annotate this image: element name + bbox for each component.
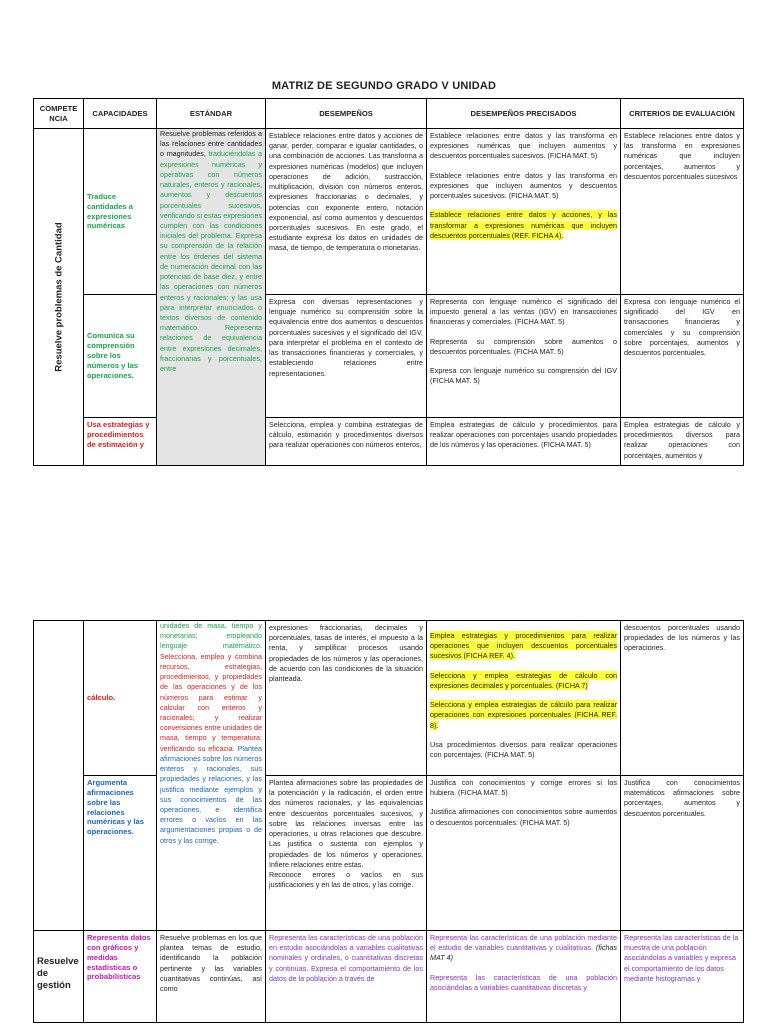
estandar-text: Resuelve problemas en los que plantea temas de estudio, identificando la población pertinente y las variables cuantitativas continúas, así como [160, 933, 262, 994]
estandar-text-c1: unidades de masa, tiempo y monetarias; empleando lenguaje matemático. [160, 621, 262, 651]
competencia-label: Resuelve de gestión [37, 955, 79, 992]
precisados-cell [427, 295, 621, 418]
matrix-table-top [33, 98, 744, 466]
header-capacidades: CAPACIDADES [84, 99, 157, 129]
precisado-item: Justifica con conocimientos y corrige errores si los hubiera. (FICHA MAT. 5) [430, 778, 617, 798]
desempeno-cell: Establece relaciones entre datos y acciones de ganar, perder, comparar e igualar cantidades, o una combinación de acciones. Las transforma a expresiones numéricas (modelos) que incluyen operaciones de adición, sustracción, multiplicación, división con números enteros, expresiones fraccionarias o decimales, y potencias con exponente entero, notación exponencial, así como aumentos y descuentos porcentuales sucesivos. En este grado, el estudiante expresa los datos en unidades de masa, de tiempo, de temperatura o monetarias. [266, 129, 427, 295]
table-row [34, 621, 744, 776]
criterio-cell: Establece relaciones entre datos y las transforma en expresiones numéricas que incluyen porcentajes, aumentos y descuentos porcentuales sucesivos [621, 129, 744, 295]
precisado-item-highlighted: Emplea estrategias y procedimientos para realizar operaciones que incluyen descuentos porcentuales sucesivos (FICHA REF. 4). [430, 631, 617, 661]
precisado-item: Representa las características de una población asociándolas a variables cuantitativas discretas y [430, 972, 617, 992]
precisado-item: Expresa con lenguaje numérico su comprensión del IGV (FICHA MAT. 5) [430, 366, 617, 386]
criterio-cell: Justifica con conocimientos matemáticos afirmaciones sobre porcentajes, aumentos y descuentos porcentuales. [621, 776, 744, 931]
desempeno-cell [266, 776, 427, 931]
precisado-item: Representa su comprensión sobre aumentos o descuentos porcentuales. (FICHA MAT. 5) [430, 336, 617, 356]
precisado-item: Representa las características de una población mediante el estudio de variables cuantitativas y cualitativas. [430, 933, 617, 953]
competencia-label: Resuelve problemas de Cantidad [52, 222, 64, 372]
desempeno-text-2: Reconoce errores o vacíos en sus justificaciones y en las de otros, y las corrige. [269, 869, 423, 890]
capacidad-cell [84, 418, 157, 466]
capacidad-cell: Traduce cantidades a expresiones numéricas [84, 129, 157, 295]
precisado-item: Justifica afirmaciones con conocimientos sobre aumentos o descuentos porcentuales. (FICHA MAT. 5) [430, 807, 617, 827]
capacidad-cell [84, 931, 157, 1023]
precisados-cell [427, 776, 621, 931]
header-row [34, 99, 744, 129]
estandar-text-b: traduciéndolas a expresiones numéricas y operativas con números naturales, enteros y racionales, aumentos y descuentos porcentuales sucesivos, verificando si estas expresiones cumplen con las condiciones iniciales del problema. Expresa su comprensión de la relación entre los órdenes del sistema de numeración decimal con las potencias de base diez, y entre las operaciones con números enteros y racionales; y las usa para interpretar enunciados o textos diversos de contenido matemático. Representa relaciones de equivalencia entre expresiones decimales, fraccionarias y porcentuales, entre [160, 149, 262, 374]
precisado-item: Emplea estrategias de cálculo y procedimientos para realizar operaciones con porcentajes usando propiedades de los números y las operaciones. (FICHA MAT. 5) [430, 420, 617, 450]
criterio-cell [621, 418, 744, 466]
desempeno-text: Plantea afirmaciones sobre las propiedades de la potenciación y la radicación, el orden entre dos números racionales, y las equivalencias entre descuentos porcentuales sucesivos, y sobre las relaciones inversas entre las operaciones, u otras relaciones que descubre. Las justifica o sustenta con ejemplos y propiedades de los números y operaciones. Infiere relaciones entre estas. [269, 778, 423, 869]
table-row [34, 931, 744, 1023]
estandar-text-c2: Selecciona, emplea y combina recursos, estrategias, procedimientos, y propiedades de las operaciones y de los números para estimar y calcular con enteros y racionales; y realizar conversiones entre unidades de masa, tiempo y temperatura; verificando su eficacia. [160, 651, 262, 753]
precisado-item-highlighted: Selecciona y emplea estrategias de cálculo con expresiones decimales y porcentuales. (FICHA 7) [430, 670, 617, 690]
desempeno-cell [266, 931, 427, 1023]
estandar-cell [157, 931, 266, 1023]
precisado-ref: (fichas MAT 4) [430, 943, 617, 963]
precisados-cell [427, 621, 621, 776]
precisado-item: Establece relaciones entre datos y las transforma en expresiones numéricas que incluyen aumentos y descuentos porcentuales sucesivos. (FICHA MAT. 5) [430, 131, 617, 161]
precisados-cell [427, 931, 621, 1023]
estandar-text-c3: Plantea afirmaciones sobre los números enteros y racionales, sus propiedades y relaciones, y las justifica mediante ejemplos y sus conocimientos de las operaciones, e identifica errores o vacíos en las argumentaciones propias o de otros y las corrige. [160, 743, 262, 845]
desempeno-cell: Expresa con diversas representaciones y lenguaje numérico su comprensión sobre la equivalencia entre dos aumentos o descuentos porcentuales sucesivos y el significado del IGV, para interpretar el problema en el contexto de las transacciones financieras y comerciales, y estableciendo relaciones entre representaciones. [266, 295, 427, 418]
capacidad-cell: cálculo. [84, 621, 157, 776]
table-row [34, 776, 744, 931]
desempeno-cell [266, 418, 427, 466]
header-estandar: ESTÁNDAR [157, 99, 266, 129]
table-row [34, 129, 744, 295]
capacidad-cell: Argumenta afirmaciones sobre las relaciones numéricas y las operaciones. [84, 776, 157, 931]
criterio-cell [621, 931, 744, 1023]
criterio-text: Emplea estrategias de cálculo y procedimientos diversos para realizar operaciones con porcentajes, aumentos y [624, 420, 740, 460]
capacidad-label: Usa estrategias y procedimientos de estimación y [87, 420, 150, 449]
desempeno-text: Representa las características de una población en estudio asociándolas a variables cualitativas nominales y ordinales, o cuantitativas discretas y continuas. Expresa el comportamiento de los datos de la población a través de [269, 933, 423, 983]
precisado-item: Representa con lenguaje numérico el significado del impuesto general a las ventas (IGV) en transacciones financieras y comerciales. (FICHA MAT. 5) [430, 297, 617, 327]
criterio-cell: descuentos porcentuales usando propiedades de los números y las operaciones. [621, 621, 744, 776]
header-criterios: CRITERIOS DE EVALUACIÓN [621, 99, 744, 129]
header-desempenos-precisados: DESEMPEÑOS PRECISADOS [427, 99, 621, 129]
estandar-text-a: Resuelve problemas referidos a las relaciones entre cantidades o magnitudes, [160, 129, 262, 159]
table-row [34, 418, 744, 466]
precisados-cell [427, 418, 621, 466]
precisado-item-highlighted: Establece relaciones entre datos y acciones, y las transformar a expresiones numéricas que incluyen descuentos porcentuales (REF. FICHA 4). [430, 210, 617, 240]
estandar-cell [157, 129, 266, 466]
competencia-cell-continued [34, 621, 84, 931]
capacidad-cell: Comunica su comprensión sobre los números y las operaciones. [84, 295, 157, 418]
table-row [34, 295, 744, 418]
precisado-item-highlighted: Selecciona y emplea estrategias de cálculo para realizar operaciones con expresiones porcentuales (FICHA REF. 8). [430, 700, 617, 730]
header-desempenos: DESEMPEÑOS [266, 99, 427, 129]
page-title: MATRIZ DE SEGUNDO GRADO V UNIDAD [271, 80, 497, 92]
desempeno-text: Selecciona, emplea y combina estrategias de cálculo, estimación y procedimientos diversos para realizar operaciones con números enteros, [269, 420, 423, 450]
precisado-item: Usa procedimientos diversos para realizar operaciones con porcentajes. (FICHA MAT. 5) [430, 739, 617, 759]
precisados-cell [427, 129, 621, 295]
criterio-text: Representa las características de la muestra de una población asociándolas a variables y expresa el comportamiento de los datos mediante histogramas y [624, 933, 739, 983]
estandar-cell [157, 621, 266, 931]
competencia-cell [34, 931, 84, 1023]
precisado-item: Establece relaciones entre datos y las transforma en expresiones que incluyen aumentos y descuentos porcentuales sucesivos. (FICHA MAT. 5) [430, 170, 617, 201]
capacidad-label: Representa datos con gráficos y medidas estadísticas o probabilísticas [87, 933, 151, 982]
header-competencia: COMPETE NCIA [34, 99, 84, 129]
desempeno-cell: expresiones fraccionarias, decimales y porcentuales, tasas de interés, el impuesto a la renta, y simplificar procesos usando propiedades de los números y las operaciones, de acuerdo con las condiciones de la situación planteada. [266, 621, 427, 776]
competencia-cell [34, 129, 84, 466]
matrix-table-bottom [33, 620, 744, 1023]
criterio-cell: Expresa con lenguaje numérico el significado del IGV en transacciones financieras y comerciales y su comprensión sobre porcentajes, aumentos y descuentos porcentuales. [621, 295, 744, 418]
